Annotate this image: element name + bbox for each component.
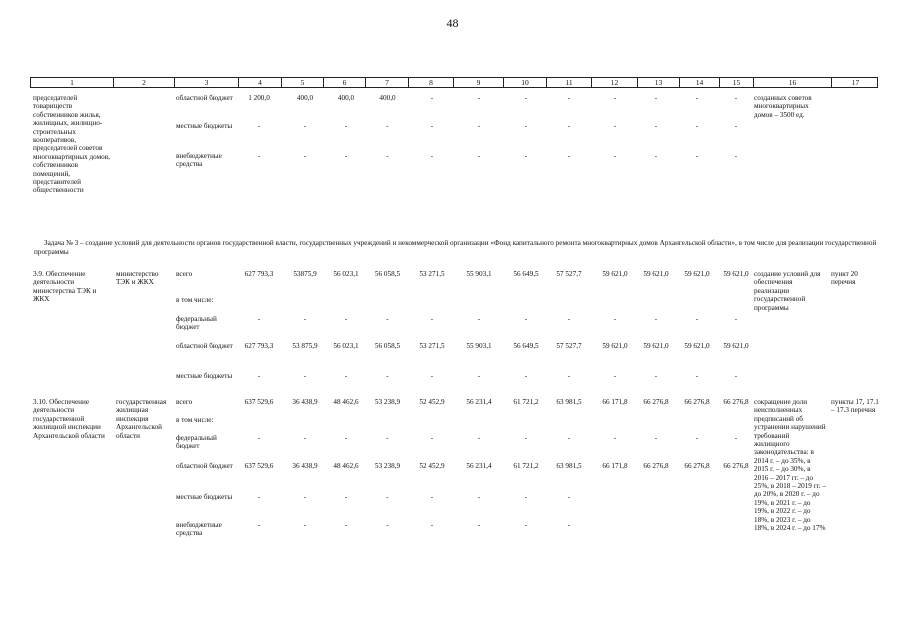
funding-value: - (524, 372, 528, 380)
funding-value: 59 621,0 (602, 342, 628, 350)
funding-value: 57 527,7 (556, 342, 582, 350)
column-header-9: 9 (453, 78, 503, 87)
column-header-row (30, 77, 878, 88)
funding-value: - (654, 94, 658, 102)
funding-value: 52 452,9 (419, 462, 445, 470)
funding-value: 627 793,3 (244, 342, 274, 350)
reference: пункты 17, 17.1 – 17.3 перечня (831, 398, 879, 415)
funding-value: - (303, 122, 307, 130)
funding-value: 61 721,2 (513, 462, 539, 470)
funding-value: - (524, 152, 528, 160)
funding-value: 53 875,9 (292, 342, 318, 350)
funding-value: 55 903,1 (466, 270, 492, 278)
funding-value: - (386, 493, 389, 501)
funding-value: 400,0 (337, 94, 355, 102)
funding-value: 55 903,1 (466, 342, 492, 350)
funding-value: - (567, 315, 571, 323)
funding-value: - (524, 434, 528, 442)
funding-value: 66 171,8 (602, 398, 628, 406)
funding-value: 53 238,9 (374, 462, 401, 470)
funding-value: 48 462,6 (333, 462, 359, 470)
column-header-8: 8 (408, 78, 453, 87)
funding-value: - (567, 434, 571, 442)
funding-value: - (654, 315, 658, 323)
funding-value: - (734, 434, 738, 442)
expected-result: создание условий для обеспечения реализации государственной программы (754, 270, 821, 312)
funding-source: местные бюджеты (176, 122, 233, 130)
funding-value: - (524, 315, 528, 323)
column-header-4: 4 (238, 78, 281, 87)
funding-value: - (477, 315, 481, 323)
funding-value: - (613, 372, 617, 380)
column-header-3: 3 (174, 78, 238, 87)
funding-value: - (654, 434, 658, 442)
funding-value: 400,0 (296, 94, 314, 102)
funding-source: федеральный бюджет (176, 315, 217, 332)
funding-value: 36 438,9 (292, 462, 318, 470)
funding-source: всего (176, 398, 193, 406)
funding-source: областной бюджет (176, 462, 233, 470)
funding-value: - (734, 372, 738, 380)
funding-value: - (303, 152, 307, 160)
funding-source: внебюджетные средства (176, 152, 222, 169)
funding-value: 53 238,9 (374, 398, 401, 406)
funding-value: 56 649,5 (513, 342, 539, 350)
funding-value: - (344, 152, 348, 160)
funding-value: 59 621,0 (643, 342, 669, 350)
funding-value: - (477, 122, 481, 130)
funding-value: - (477, 493, 481, 501)
funding-value: - (613, 122, 617, 130)
funding-value: - (386, 315, 389, 323)
funding-value: - (613, 94, 617, 102)
funding-value: - (430, 434, 434, 442)
funding-value: 1 200,0 (248, 94, 270, 102)
funding-value: - (430, 122, 434, 130)
funding-source: федеральный бюджет (176, 434, 217, 451)
funding-value: 56 058,5 (374, 270, 401, 278)
program-item-name: 3.10. Обеспечение деятельности государственной жилищной инспекции Архангельской области (33, 398, 105, 440)
funding-value: - (654, 152, 658, 160)
funding-value: - (567, 94, 571, 102)
funding-value: - (567, 122, 571, 130)
funding-value: - (386, 521, 389, 529)
funding-value: 53 271,5 (419, 270, 445, 278)
funding-value: - (430, 315, 434, 323)
funding-value: - (654, 122, 658, 130)
funding-value: - (734, 152, 738, 160)
funding-value: 56 231,4 (466, 398, 492, 406)
program-item-name: 3.9. Обеспечение деятельности министерства ТЭК и ЖКХ (33, 270, 97, 304)
funding-source: областной бюджет (176, 94, 233, 102)
funding-value: 63 981,5 (556, 398, 582, 406)
funding-value: 59 621,0 (684, 270, 710, 278)
funding-value: 66 276,8 (723, 462, 749, 470)
funding-value: - (257, 434, 261, 442)
reference: пункт 20 перечня (831, 270, 858, 287)
funding-value: - (344, 521, 348, 529)
funding-value: - (524, 122, 528, 130)
responsible-executor: министерство ТЭК и ЖКХ (116, 270, 159, 287)
program-item-name: председателей товариществ собственников жилья, жилищных, жилищно-строительных кооперативов, председателей советов многоквартирных домов, собственников помещений, представителей общественности (33, 94, 110, 195)
column-header-11: 11 (546, 78, 591, 87)
funding-value: 66 171,8 (602, 462, 628, 470)
funding-value: 59 621,0 (723, 270, 749, 278)
funding-value: 56 058,5 (374, 342, 401, 350)
column-header-10: 10 (503, 78, 546, 87)
funding-value: 56 023,1 (333, 342, 359, 350)
funding-value: - (430, 94, 434, 102)
funding-value: - (303, 521, 307, 529)
funding-value: 637 529,6 (244, 398, 274, 406)
funding-value: 48 462,6 (333, 398, 359, 406)
funding-value: - (734, 122, 738, 130)
funding-value: - (386, 372, 389, 380)
funding-value: - (695, 152, 699, 160)
funding-value: - (303, 315, 307, 323)
funding-value: - (695, 434, 699, 442)
column-header-7: 7 (365, 78, 408, 87)
funding-value: 59 621,0 (684, 342, 710, 350)
funding-value: - (477, 521, 481, 529)
funding-value: - (695, 315, 699, 323)
funding-value: 57 527,7 (556, 270, 582, 278)
funding-value: - (734, 94, 738, 102)
funding-value: 56 649,5 (513, 270, 539, 278)
funding-value: - (695, 122, 699, 130)
task-heading: Задача № 3 – создание условий для деятельности органов государственной власти, государственных учреждений и некоммерческой организации «Фонд капитального ремонта многоквартирных домов Архангельской области», в том числе для реализации государственной программы (34, 239, 877, 256)
column-header-17: 17 (831, 78, 879, 87)
funding-value: 56 231,4 (466, 462, 492, 470)
funding-source: всего (176, 270, 193, 278)
funding-value: 637 529,6 (244, 462, 274, 470)
funding-value: 66 276,8 (643, 462, 669, 470)
funding-value: - (734, 315, 738, 323)
funding-value: 36 438,9 (292, 398, 318, 406)
funding-value: - (613, 152, 617, 160)
funding-source: внебюджетные средства (176, 521, 222, 538)
column-header-15: 15 (719, 78, 753, 87)
column-header-14: 14 (679, 78, 719, 87)
funding-value: - (257, 493, 261, 501)
funding-value: 66 276,8 (643, 398, 669, 406)
funding-value: 400,0 (379, 94, 396, 102)
funding-value: 63 981,5 (556, 462, 582, 470)
funding-value: - (524, 493, 528, 501)
funding-value: - (257, 122, 261, 130)
funding-value: - (613, 434, 617, 442)
funding-value: - (303, 434, 307, 442)
expected-result: сокращение доли неисполненных предписаний об устранении нарушений требований жилищного законодательства: в 2014 г. – до 35%, в 2015 г. – до 30%, в 2016 – 2017 гг. – до 25%, в 2018 – 2019 гг. – до 20%, в 2020 г. – до 19%, в 2021 г. – до 19%, в 2022 г. – до 18%, в 2023 г. – до 18%, в 2024 г. – до 17% (754, 398, 826, 533)
responsible-executor: государственная жилищная инспекция Архангельской области (116, 398, 167, 440)
funding-value: - (344, 434, 348, 442)
funding-value: - (613, 315, 617, 323)
funding-value: - (695, 94, 699, 102)
funding-value: 59 621,0 (602, 270, 628, 278)
funding-value: - (430, 152, 434, 160)
funding-value: - (567, 372, 571, 380)
funding-value: - (477, 94, 481, 102)
funding-value: - (386, 122, 389, 130)
funding-value: 627 793,3 (244, 270, 274, 278)
funding-value: 66 276,8 (684, 462, 710, 470)
funding-value: 59 621,0 (723, 342, 749, 350)
funding-value: 61 721,2 (513, 398, 539, 406)
column-header-1: 1 (70, 78, 74, 87)
funding-value: - (477, 372, 481, 380)
funding-value: 56 023,1 (333, 270, 359, 278)
funding-source: областной бюджет (176, 342, 233, 350)
funding-value: - (257, 315, 261, 323)
funding-value: - (257, 152, 261, 160)
funding-value: - (695, 372, 699, 380)
funding-value: - (477, 434, 481, 442)
funding-value: - (386, 434, 389, 442)
column-header-5: 5 (281, 78, 323, 87)
funding-value: 66 276,8 (723, 398, 749, 406)
funding-source: местные бюджеты (176, 372, 233, 380)
funding-value: - (524, 521, 528, 529)
funding-source: в том числе: (176, 416, 214, 424)
funding-value: - (567, 152, 571, 160)
funding-value: 53 271,5 (419, 342, 445, 350)
funding-value: 53875,9 (293, 270, 317, 278)
column-header-12: 12 (591, 78, 637, 87)
column-header-2: 2 (113, 78, 174, 87)
funding-value: - (386, 152, 389, 160)
funding-value: - (303, 493, 307, 501)
funding-value: - (430, 493, 434, 501)
funding-value: - (430, 372, 434, 380)
funding-value: - (257, 372, 261, 380)
funding-value: 66 276,8 (684, 398, 710, 406)
funding-value: 52 452,9 (419, 398, 445, 406)
funding-value: - (430, 521, 434, 529)
funding-value: - (344, 493, 348, 501)
column-header-13: 13 (637, 78, 679, 87)
funding-value: - (567, 521, 571, 529)
expected-result: созданных советов многоквартирных домов – 3500 ед. (754, 94, 812, 119)
funding-value: - (344, 315, 348, 323)
column-header-6: 6 (323, 78, 365, 87)
page-number: 48 (446, 16, 459, 30)
funding-value: - (303, 372, 307, 380)
funding-source: местные бюджеты (176, 493, 233, 501)
funding-value: 59 621,0 (643, 270, 669, 278)
column-header-16: 16 (753, 78, 831, 87)
funding-source: в том числе: (176, 296, 214, 304)
funding-value: - (567, 493, 571, 501)
funding-value: - (344, 122, 348, 130)
funding-value: - (654, 372, 658, 380)
funding-value: - (257, 521, 261, 529)
funding-value: - (344, 372, 348, 380)
funding-value: - (524, 94, 528, 102)
funding-value: - (477, 152, 481, 160)
